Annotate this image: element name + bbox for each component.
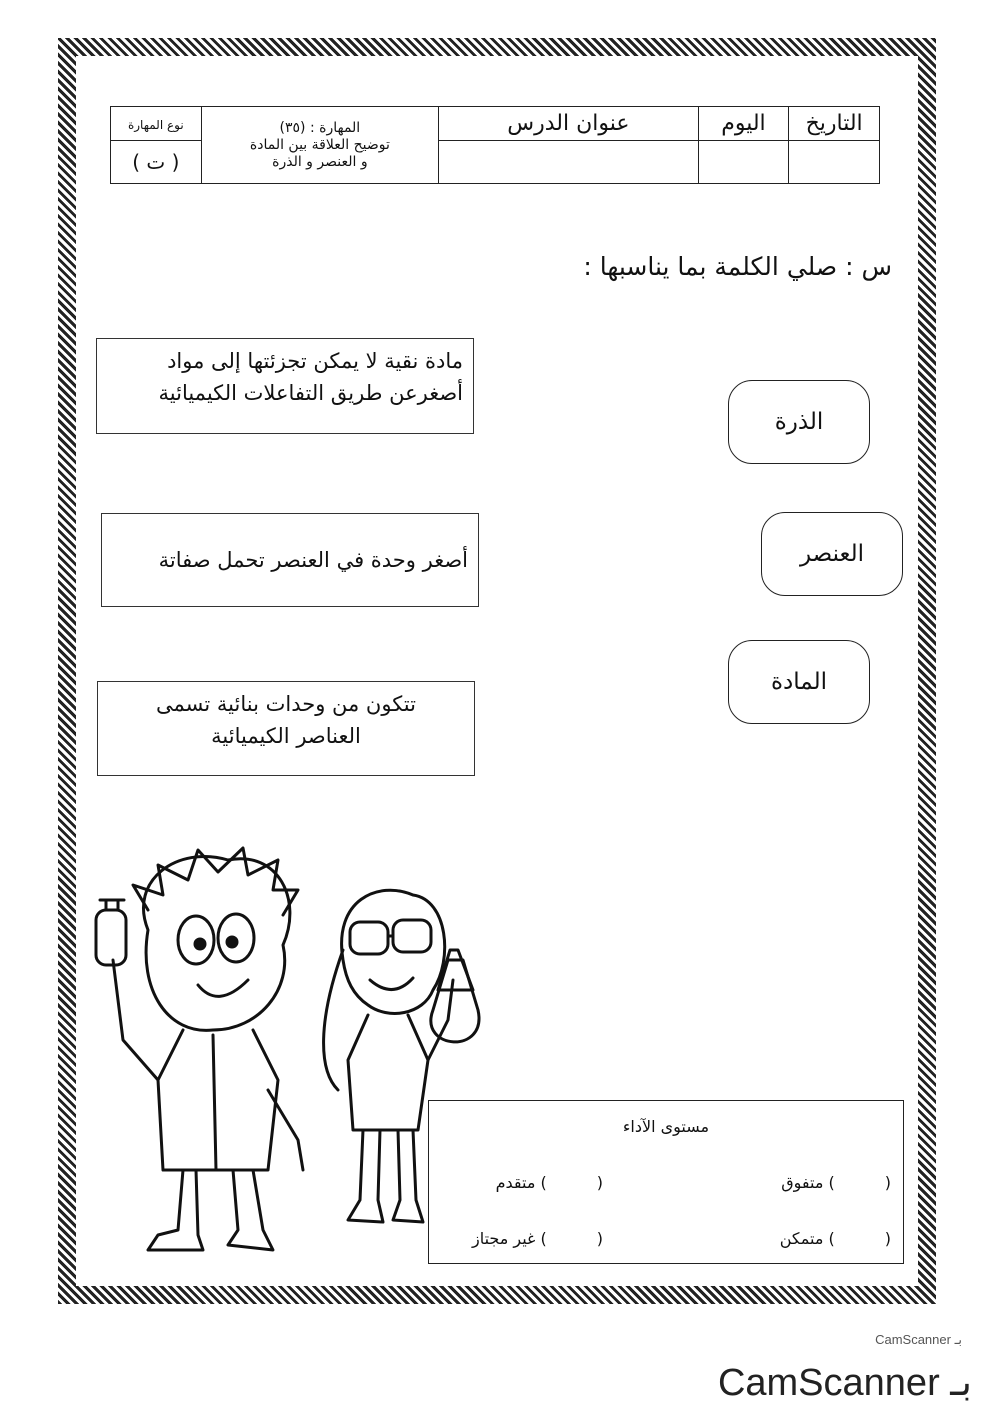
definition-box-2[interactable] <box>101 513 479 607</box>
performance-title: مستوى الآداء <box>622 1117 710 1136</box>
term-matter[interactable]: المادة <box>728 640 870 724</box>
paren-open: ( <box>596 1173 603 1192</box>
day-value-cell[interactable] <box>698 141 789 184</box>
lesson-title-cell <box>439 107 698 141</box>
paren-close: ) <box>540 1173 547 1192</box>
watermark-small: CamScanner بـ <box>875 1332 962 1347</box>
option-excellent-label: متفوق <box>781 1173 824 1192</box>
date-label: التاريخ <box>805 111 863 136</box>
date-value-cell[interactable] <box>789 141 880 184</box>
definition-box-1[interactable] <box>96 338 474 434</box>
lesson-title-value-cell[interactable] <box>439 141 698 184</box>
option-not-passed-label: غير مجتاز <box>471 1229 536 1248</box>
option-not-passed[interactable] <box>472 1229 603 1248</box>
definition-box-3[interactable] <box>97 681 475 776</box>
skill-type-value-cell <box>111 141 202 184</box>
camscanner-watermark: CamScanner بـ <box>717 1362 972 1404</box>
term-atom[interactable]: الذرة <box>728 380 870 464</box>
definition-3-line2: العناصر الكيميائية <box>211 724 361 748</box>
option-advanced[interactable] <box>496 1173 603 1192</box>
skill-type-value: ( ت ) <box>132 150 180 174</box>
skill-cell <box>201 107 439 184</box>
option-advanced-label: متقدم <box>495 1173 536 1192</box>
option-proficient-label: متمكن <box>779 1229 824 1248</box>
skill-desc-line1: توضيح العلاقة بين المادة <box>249 136 390 153</box>
paren-close: ) <box>540 1229 547 1248</box>
date-label-cell <box>789 107 880 141</box>
option-proficient[interactable] <box>780 1229 891 1248</box>
definition-3-line1: تتكون من وحدات بنائية تسمى <box>156 692 416 716</box>
definition-1-line1: مادة نقية لا يمكن تجزئتها إلى مواد <box>167 349 463 373</box>
skill-title: المهارة : (٣٥) <box>279 119 361 136</box>
paren-open: ( <box>884 1173 891 1192</box>
paren-close: ) <box>828 1229 835 1248</box>
term-element[interactable]: العنصر <box>761 512 903 596</box>
definition-2-line1: أصغر وحدة في العنصر تحمل صفاتة <box>158 548 468 572</box>
skill-type-label-cell <box>111 107 202 141</box>
paren-open: ( <box>884 1229 891 1248</box>
option-excellent[interactable] <box>781 1173 891 1192</box>
day-label: اليوم <box>721 111 766 136</box>
skill-type-label: نوع المهارة <box>127 118 184 132</box>
paren-open: ( <box>596 1229 603 1248</box>
lesson-title-label: عنوان الدرس <box>507 111 630 136</box>
question-text: س : صلي الكلمة بما يناسبها : <box>583 252 892 281</box>
definition-1-line2: أصغرعن طريق التفاعلات الكيميائية <box>158 381 463 405</box>
day-label-cell <box>698 107 789 141</box>
header-table <box>110 106 880 184</box>
performance-level-box <box>428 1100 904 1264</box>
paren-close: ) <box>828 1173 835 1192</box>
skill-desc-line2: و العنصر و الذرة <box>272 153 368 170</box>
